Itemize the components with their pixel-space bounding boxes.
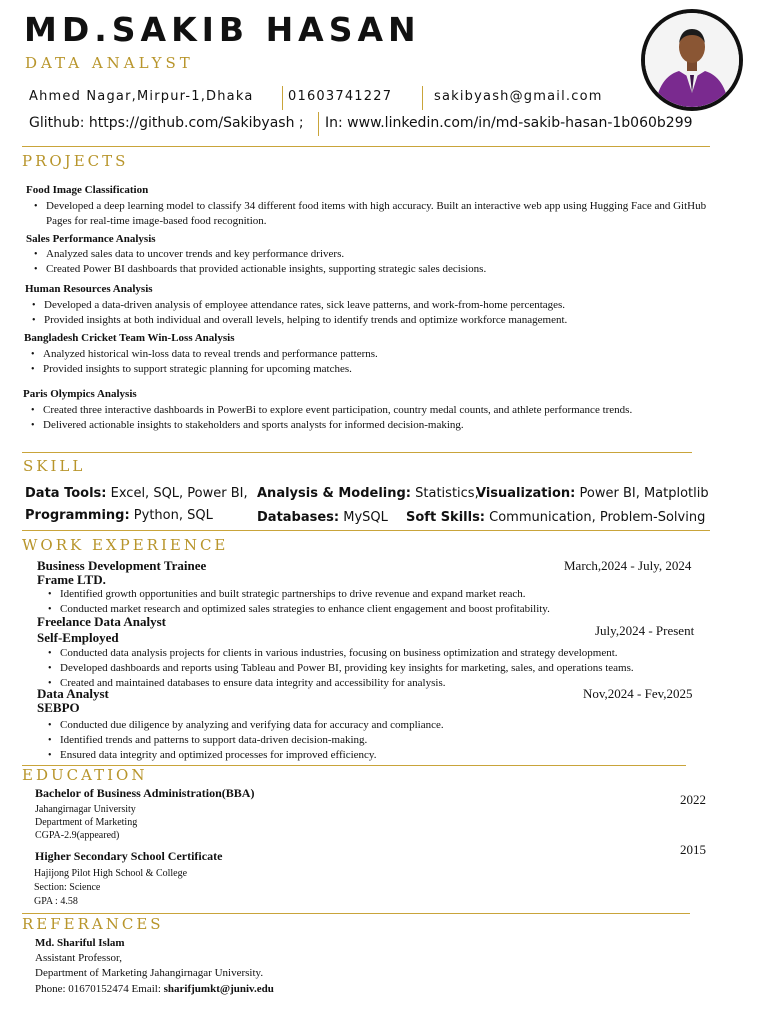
linkedin-link[interactable]: In: www.linkedin.com/in/md-sakib-hasan-1b060b299 (325, 115, 693, 131)
list-item: • Conducted due diligence by analyzing and verifying data for accuracy and compliance. (46, 718, 726, 733)
grade: GPA : 4.58 (34, 896, 78, 907)
list-item: • Conducted data analysis projects for clients in various industries, focusing on business optimization and strategy development. (46, 646, 736, 661)
skill-label: Data Tools: (25, 486, 107, 501)
project-title: Food Image Classification (26, 184, 149, 196)
list-item: • Developed a data-driven analysis of employee attendance rates, sick leave patterns, and work-from-home percentages. (30, 298, 728, 313)
github-link[interactable]: Glithub: https://github.com/Sakibyash ; (29, 115, 304, 131)
project-title: Bangladesh Cricket Team Win-Loss Analysis (24, 332, 235, 344)
job-position: Data Analyst (37, 686, 109, 701)
list-item: • Created three interactive dashboards in PowerBi to explore event participation, country medal counts, and athlete performance trends. (29, 403, 699, 418)
project-title: Sales Performance Analysis (26, 233, 156, 245)
skill-label: Visualization: (476, 486, 576, 501)
divider (282, 86, 283, 110)
skill-databases (257, 510, 388, 525)
skill-value: Statistics, (411, 486, 479, 501)
phone: 01603741227 (288, 89, 393, 104)
job-dates: Nov,2024 - Fev,2025 (583, 686, 693, 701)
institution: Jahangirnagar University (35, 804, 136, 815)
skill-value: Excel, SQL, Power BI, (106, 486, 248, 501)
list-item: • Conducted market research and optimized sales strategies to enhance client engagement and boost profitability. (46, 602, 726, 617)
degree-year: 2022 (680, 792, 706, 807)
skill-heading: SKILL (23, 457, 86, 475)
reference-phone: Phone: 01670152474 Email: (35, 983, 164, 995)
job-position: Freelance Data Analyst (37, 614, 167, 629)
department: Department of Marketing (35, 817, 138, 828)
institution: Hajijong Pilot High School & College (34, 868, 188, 879)
section-rule (22, 530, 710, 531)
skill-label: Programming: (25, 508, 130, 523)
list-item: • Developed a deep learning model to classify 34 different food items with high accuracy. Built an interactive web app using Hugging Face and GitHub Pages for real-time image-based food recognition. (32, 199, 728, 229)
candidate-name: MD.SAKIB HASAN (24, 10, 421, 49)
degree-title: Bachelor of Business Administration(BBA) (35, 786, 255, 800)
project-bullets (30, 298, 728, 328)
person-avatar-icon (645, 13, 739, 107)
degree-title: Higher Secondary School Certificate (35, 849, 223, 863)
job-company: SEBPO (37, 700, 80, 715)
job-title: DATA ANALYST (25, 54, 194, 72)
job-company: Frame LTD. (37, 572, 106, 587)
list-item: • Analyzed sales data to uncover trends and key performance drivers. (32, 247, 728, 262)
skill-label: Databases: (257, 510, 340, 525)
skill-label: Analysis & Modeling: (257, 486, 412, 501)
job-position: Business Development Trainee (37, 558, 207, 573)
project-title: Paris Olympics Analysis (23, 388, 137, 400)
degree-year: 2015 (680, 842, 706, 857)
education-heading: EDUCATION (22, 766, 148, 784)
list-item: • Provided insights at both individual and overall levels, helping to identify trends and optimize workforce management. (30, 313, 728, 328)
reference-department: Department of Marketing Jahangirnagar University. (35, 967, 264, 979)
skill-programming (25, 508, 213, 523)
reference-name: Md. Shariful Islam (35, 937, 125, 949)
skill-value: MySQL (339, 510, 388, 525)
list-item: • Provided insights to support strategic planning for upcoming matches. (29, 362, 727, 377)
grade: CGPA-2.9(appeared) (35, 830, 120, 841)
list-item: • Ensured data integrity and optimized processes for improved efficiency. (46, 748, 726, 763)
divider (318, 112, 319, 136)
reference-email[interactable]: sharifjumkt@juniv.edu (163, 983, 274, 995)
reference-contact (35, 982, 274, 996)
list-item: • Created Power BI dashboards that provided actionable insights, supporting strategic sales decisions. (32, 262, 728, 277)
project-bullets (32, 199, 728, 229)
email-link[interactable]: sakibyash@gmail.com (434, 89, 603, 104)
project-bullets (29, 403, 699, 433)
skill-data-tools (25, 486, 248, 501)
section-rule (22, 913, 690, 914)
job-bullets (46, 646, 736, 691)
list-item: • Identified trends and patterns to support data-driven decision-making. (46, 733, 726, 748)
list-item: • Created and maintained databases to ensure data integrity and accessibility for analysis. (46, 676, 736, 691)
section: Section: Science (34, 882, 101, 893)
job-dates: March,2024 - July, 2024 (564, 558, 692, 573)
project-title: Human Resources Analysis (25, 283, 153, 295)
job-dates: July,2024 - Present (595, 623, 695, 638)
skill-label: Soft Skills: (406, 510, 486, 525)
profile-photo (641, 9, 743, 111)
project-bullets (29, 347, 727, 377)
list-item: • Delivered actionable insights to stakeholders and sports analysts for informed decision-making. (29, 418, 699, 433)
skill-soft (406, 510, 705, 525)
skill-visualization (476, 486, 709, 501)
section-rule (22, 452, 692, 453)
skill-analysis (257, 486, 479, 501)
list-item: • Developed dashboards and reports using Tableau and Power BI, providing key insights for marketing, sales, and operations teams. (46, 661, 736, 676)
list-item: • Analyzed historical win-loss data to reveal trends and performance patterns. (29, 347, 727, 362)
section-rule (22, 146, 710, 147)
job-company: Self-Employed (37, 630, 119, 645)
skill-value: Power BI, Matplotlib (575, 486, 709, 501)
reference-position: Assistant Professor, (35, 952, 122, 964)
projects-heading: PROJECTS (22, 152, 129, 170)
work-heading: WORK EXPERIENCE (22, 536, 229, 554)
address: Ahmed Nagar,Mirpur-1,Dhaka (29, 89, 254, 104)
divider (422, 86, 423, 110)
skill-value: Python, SQL (129, 508, 213, 523)
job-bullets (46, 587, 726, 617)
job-bullets (46, 718, 726, 763)
project-bullets (32, 247, 728, 277)
skill-value: Communication, Problem-Solving (485, 510, 706, 525)
references-heading: REFERANCES (22, 915, 164, 933)
list-item: • Identified growth opportunities and built strategic partnerships to drive revenue and expand market reach. (46, 587, 726, 602)
